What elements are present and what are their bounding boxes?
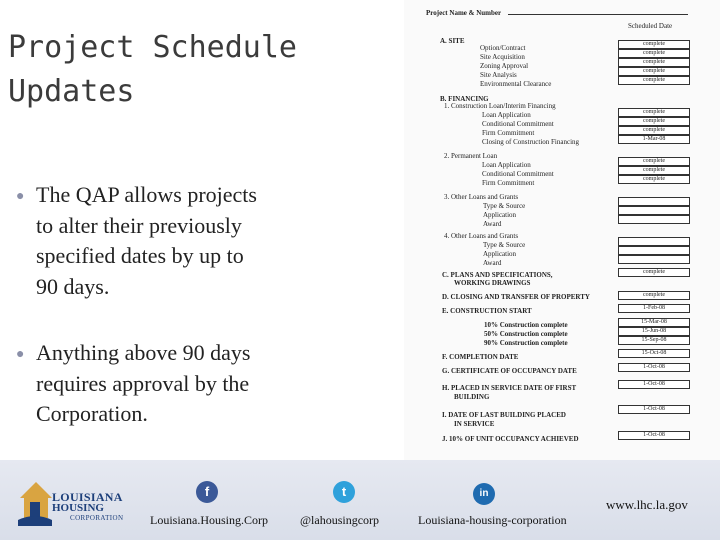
doc-subsection: 3. Other Loans and Grants: [444, 193, 519, 201]
linkedin-icon[interactable]: in: [473, 483, 495, 505]
doc-subsection: 2. Permanent Loan: [444, 152, 498, 160]
doc-item: Loan Application: [482, 161, 531, 169]
doc-date-box: complete: [618, 76, 690, 85]
doc-header: Project Name & Number: [426, 9, 502, 17]
doc-item: 10% Construction complete: [484, 321, 568, 329]
doc-item: 50% Construction complete: [484, 330, 568, 338]
bullet-item: [16, 338, 306, 430]
doc-section-completion: F. COMPLETION DATE: [442, 353, 519, 361]
doc-date-box: [618, 255, 690, 264]
doc-section-ten-pct: J. 10% OF UNIT OCCUPANCY ACHIEVED: [442, 435, 579, 443]
lhc-logo: [18, 476, 128, 526]
doc-item: Site Analysis: [480, 71, 517, 79]
doc-section-placed: H. PLACED IN SERVICE DATE OF FIRST: [442, 384, 577, 392]
doc-date-box: [618, 246, 690, 255]
doc-item: Firm Commitment: [482, 179, 535, 187]
doc-date-box: complete: [618, 126, 690, 135]
logo-text-corporation: CORPORATION: [70, 514, 124, 522]
linkedin-link[interactable]: Louisiana-housing-corporation: [418, 513, 567, 527]
doc-section-last-building-2: IN SERVICE: [454, 420, 495, 428]
doc-date-box: complete: [618, 108, 690, 117]
doc-date-box: complete: [618, 67, 690, 76]
doc-date-box: complete: [618, 157, 690, 166]
doc-item: Site Acquisition: [480, 53, 525, 61]
doc-item: Environmental Clearance: [480, 80, 552, 88]
bullet-text: [36, 180, 257, 302]
doc-section-occupancy: G. CERTIFICATE OF OCCUPANCY DATE: [442, 367, 577, 375]
doc-scheduled-date-label: Scheduled Date: [628, 22, 673, 30]
doc-item: Zoning Approval: [480, 62, 529, 70]
doc-date-box: complete: [618, 291, 690, 300]
doc-date-box: 15-Mar-08: [618, 318, 690, 327]
doc-item: Firm Commitment: [482, 129, 535, 137]
doc-subsection: 1. Construction Loan/Interim Financing: [444, 102, 556, 110]
doc-date-box: complete: [618, 40, 690, 49]
doc-section-plans: C. PLANS AND SPECIFICATIONS,: [442, 271, 553, 279]
doc-item: Award: [483, 220, 502, 228]
doc-section-construction-start: E. CONSTRUCTION START: [442, 307, 532, 315]
doc-date-box: complete: [618, 49, 690, 58]
logo-text-housing: HOUSING: [52, 502, 104, 514]
doc-item: Closing of Construction Financing: [482, 138, 580, 146]
doc-date-box: [618, 237, 690, 246]
doc-date-box: complete: [618, 175, 690, 184]
bullet-line: Corporation.: [36, 401, 148, 426]
doc-item: Application: [483, 250, 517, 258]
doc-section-last-building: I. DATE OF LAST BUILDING PLACED: [442, 411, 566, 419]
doc-section-financing: B. FINANCING: [440, 95, 489, 103]
footer-bar: [0, 460, 720, 540]
doc-date-box: 15-Jun-08: [618, 327, 690, 336]
doc-section-site: A. SITE: [440, 37, 465, 45]
doc-section-plans-2: WORKING DRAWINGS: [454, 279, 531, 287]
doc-date-box: complete: [618, 166, 690, 175]
doc-item: Loan Application: [482, 111, 531, 119]
slide-title-line2: Updates: [8, 74, 135, 109]
bullet-text: [36, 338, 250, 430]
website-link[interactable]: www.lhc.la.gov: [606, 497, 688, 512]
doc-item: Type & Source: [483, 202, 526, 210]
doc-item: Type & Source: [483, 241, 526, 249]
twitter-link[interactable]: @lahousingcorp: [300, 513, 380, 527]
doc-date-box: 1-Oct-08: [618, 363, 690, 372]
doc-date-box: 1-Oct-08: [618, 431, 690, 440]
doc-item: 90% Construction complete: [484, 339, 568, 347]
twitter-icon[interactable]: t: [333, 481, 355, 503]
doc-date-box: [618, 215, 690, 224]
slide-title: [8, 26, 308, 114]
doc-item: Option/Contract: [480, 44, 526, 52]
doc-item: Conditional Commitment: [482, 170, 554, 178]
bullet-list: [16, 180, 306, 430]
bullet-item: [16, 180, 306, 302]
bullet-dot-icon: ●: [16, 347, 25, 362]
doc-date-box: 1-Feb-08: [618, 304, 690, 313]
bullet-dot-icon: ●: [16, 189, 25, 204]
scanned-schedule-document: [404, 0, 720, 460]
doc-date-box: complete: [618, 268, 690, 277]
logo-text-louisiana: LOUISIANA: [52, 490, 123, 504]
doc-section-placed-2: BUILDING: [454, 393, 490, 401]
doc-section-closing: D. CLOSING AND TRANSFER OF PROPERTY: [442, 293, 590, 301]
bullet-line: requires approval by the: [36, 370, 250, 396]
facebook-link[interactable]: Louisiana.Housing.Corp: [150, 513, 268, 527]
facebook-icon[interactable]: f: [196, 481, 218, 503]
doc-date-box: [618, 206, 690, 215]
bullet-line: Anything above 90 days: [36, 340, 251, 365]
doc-date-box: complete: [618, 117, 690, 126]
doc-date-box: [618, 197, 690, 206]
house-logo-icon: [18, 476, 52, 526]
doc-header-underline: [508, 14, 688, 15]
slide-title-line1: Project Schedule: [8, 30, 297, 65]
doc-item: Application: [483, 211, 517, 219]
doc-date-box: complete: [618, 58, 690, 67]
bullet-line: specified dates by up to: [36, 243, 244, 268]
doc-subsection: 4. Other Loans and Grants: [444, 232, 519, 240]
doc-date-box: 1-Mar-08: [618, 135, 690, 144]
bullet-line: The QAP allows projects: [36, 182, 257, 207]
bullet-line: 90 days.: [36, 273, 110, 299]
doc-date-box: 1-Oct-08: [618, 380, 690, 389]
doc-item: Award: [483, 259, 502, 267]
doc-date-box: 15-Oct-08: [618, 349, 690, 358]
bullet-line: to alter their previously: [36, 212, 242, 238]
doc-item: Conditional Commitment: [482, 120, 554, 128]
doc-date-box: 1-Oct-08: [618, 405, 690, 414]
doc-date-box: 15-Sep-08: [618, 336, 690, 345]
